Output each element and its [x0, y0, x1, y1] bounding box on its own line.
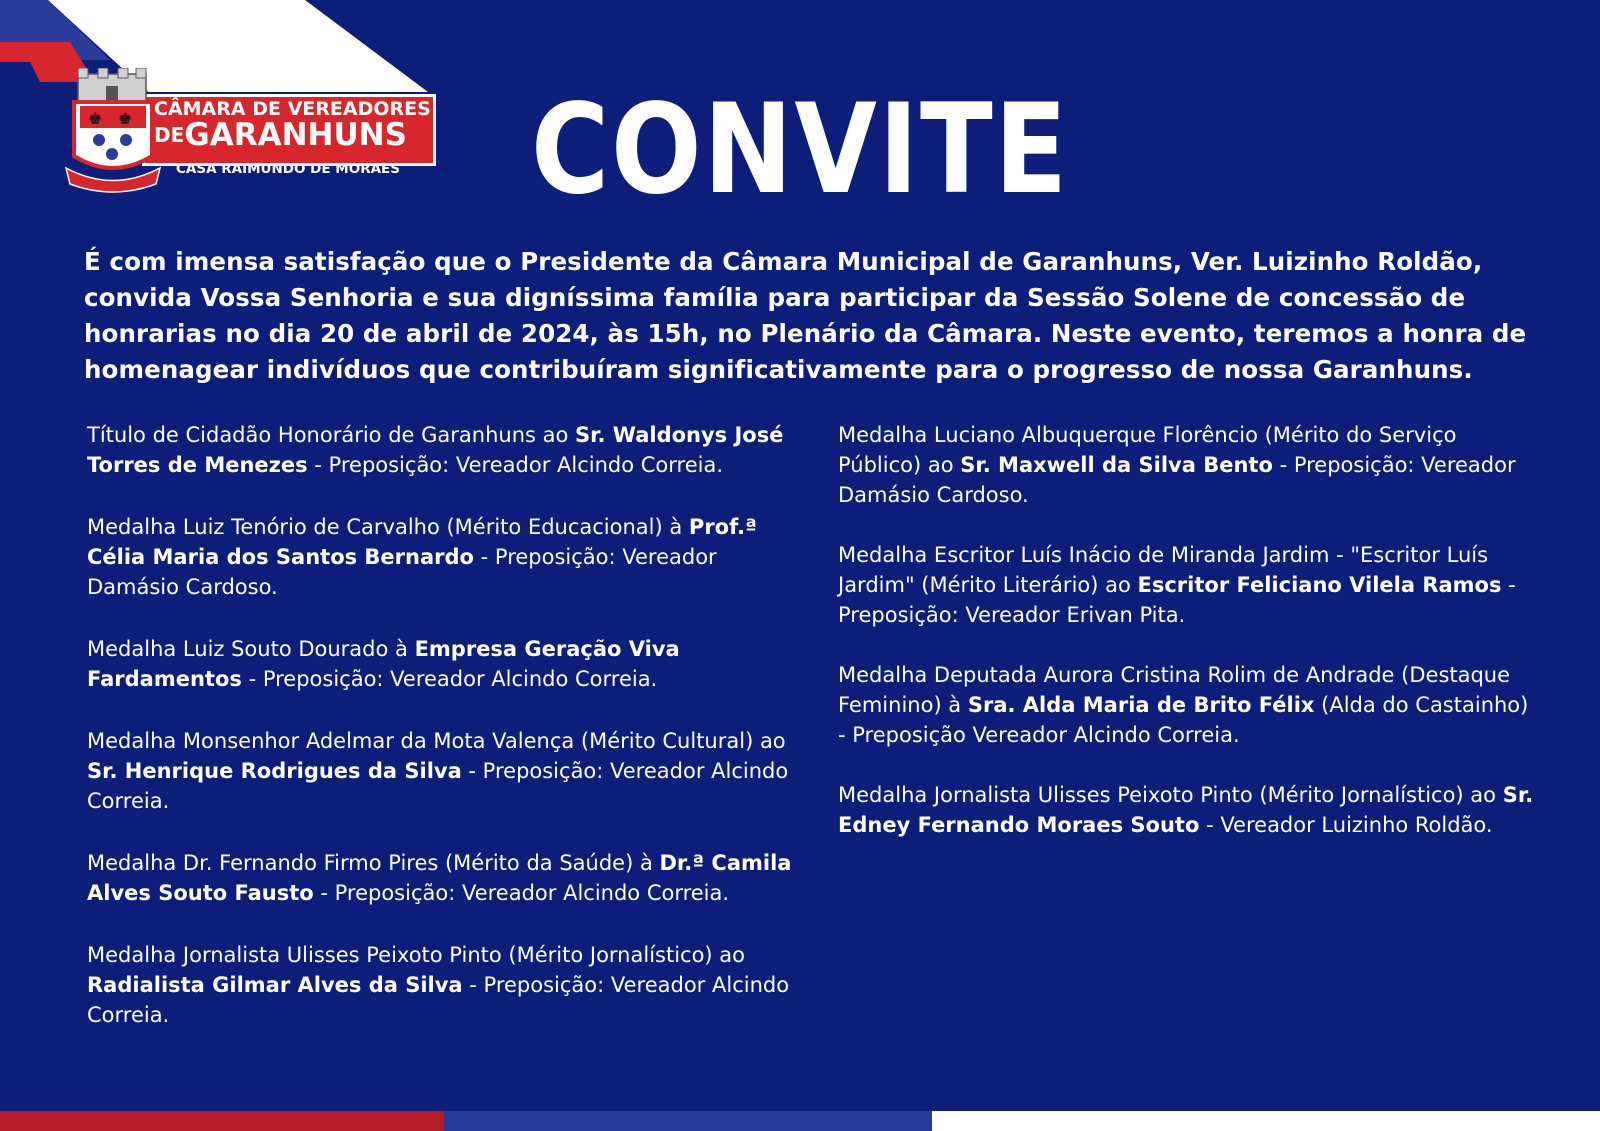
honor-item [87, 848, 792, 908]
honor-proposer: (Alda do Castainho) - Preposição Vereador Alcindo Correia. [838, 693, 1529, 747]
honor-text: Medalha Luciano Albuquerque Florêncio (Mérito do Serviço Público) ao [838, 423, 1457, 477]
honor-text: Medalha Jornalista Ulisses Peixoto Pinto (Mérito Jornalístico) ao [838, 783, 1503, 807]
honoree-name: Sr. Waldonys José Torres de Menezes [87, 423, 784, 477]
honor-text: Medalha Monsenhor Adelmar da Mota Valença (Mérito Cultural) ao [87, 729, 786, 753]
honor-text: Medalha Deputada Aurora Cristina Rolim de Andrade (Destaque Feminino) à [838, 663, 1511, 717]
honoree-name: Prof.ª Célia Maria dos Santos Bernardo [87, 515, 757, 569]
honoree-name: Sra. Alda Maria de Brito Félix [967, 693, 1315, 717]
honor-item [87, 634, 792, 694]
bottom-stripe-white [932, 1111, 1600, 1131]
intro-paragraph [84, 244, 1554, 388]
honor-proposer: - Preposição: Vereador Erivan Pita. [838, 573, 1516, 627]
honor-item [87, 512, 792, 602]
honor-proposer: - Preposição: Vereador Alcindo Correia. [313, 881, 730, 905]
svg-text:♚: ♚ [118, 109, 133, 128]
honoree-name: Dr.ª Camila Alves Souto Fausto [87, 851, 792, 905]
logo-title-de: DE [154, 123, 185, 147]
logo-title-line1: CÂMARA DE VEREADORES [154, 98, 431, 120]
honor-text: Medalha Dr. Fernando Firmo Pires (Mérito da Saúde) à [87, 851, 660, 875]
honor-text: Medalha Escritor Luís Inácio de Miranda Jardim - "Escritor Luís Jardim" (Mérito Literário) ao [838, 543, 1489, 597]
intro-text-1: É com imensa satisfação que o Presidente da Câmara Municipal de Garanhuns, Ver. Luizinho Roldão, convida Vossa Senhoria e sua digníssima família para participar da [84, 247, 1483, 312]
honoree-name: Sr. Henrique Rodrigues da Silva [87, 759, 462, 783]
honor-proposer: - Preposição: Vereador Alcindo Correia. [87, 759, 789, 813]
honoree-name: Radialista Gilmar Alves da Silva [87, 973, 463, 997]
honor-item [838, 540, 1538, 630]
honor-text: Medalha Luiz Tenório de Carvalho (Mérito Educacional) à [87, 515, 689, 539]
page-title: CONVITE [530, 78, 1070, 222]
logo-subtitle: CASA RAIMUNDO DE MORAES [176, 161, 400, 177]
honor-text: Medalha Jornalista Ulisses Peixoto Pinto (Mérito Jornalístico) ao [87, 943, 746, 967]
svg-text:♚: ♚ [88, 109, 103, 128]
honor-proposer: - Preposição: Vereador Alcindo Correia. [241, 667, 658, 691]
intro-text-2: dia 20 de abril de 2024, às 15h, no Plenário da Câmara. Neste evento, teremos a honra de homenagear indivíduos que contribuíram significativamente para o progresso de nossa Garanhuns. [84, 319, 1527, 384]
honor-proposer: - Preposição: Vereador Alcindo Correia. [87, 973, 790, 1027]
honor-text: Título de Cidadão Honorário de Garanhuns ao [87, 423, 576, 447]
honor-item [87, 420, 792, 480]
honor-proposer: - Preposição: Vereador Damásio Cardoso. [838, 453, 1516, 507]
honors-list-right [838, 420, 1538, 870]
honor-proposer: - Vereador Luizinho Roldão. [1199, 813, 1493, 837]
intro-text-bold: Sessão Solene de concessão de honrarias no [84, 283, 1466, 348]
honoree-name: Sr. Edney Fernando Moraes Souto [838, 783, 1534, 837]
honors-list-left [87, 420, 792, 1062]
logo-title-garanhuns: GARANHUNS [184, 117, 407, 153]
honor-proposer: - Preposição: Vereador Damásio Cardoso. [87, 545, 717, 599]
honor-item [838, 660, 1538, 750]
honor-item [87, 940, 792, 1030]
bottom-stripe-blue [444, 1111, 932, 1131]
honor-item [838, 420, 1538, 510]
honor-item [87, 726, 792, 816]
honor-proposer: - Preposição: Vereador Alcindo Correia. [307, 453, 724, 477]
honor-item [838, 780, 1538, 840]
honor-text: Medalha Luiz Souto Dourado à [87, 637, 415, 661]
honoree-name: Empresa Geração Viva Fardamentos [87, 637, 680, 691]
honoree-name: Escritor Feliciano Vilela Ramos [1137, 573, 1502, 597]
bottom-stripe-red [0, 1111, 444, 1131]
honoree-name: Sr. Maxwell da Silva Bento [960, 453, 1273, 477]
